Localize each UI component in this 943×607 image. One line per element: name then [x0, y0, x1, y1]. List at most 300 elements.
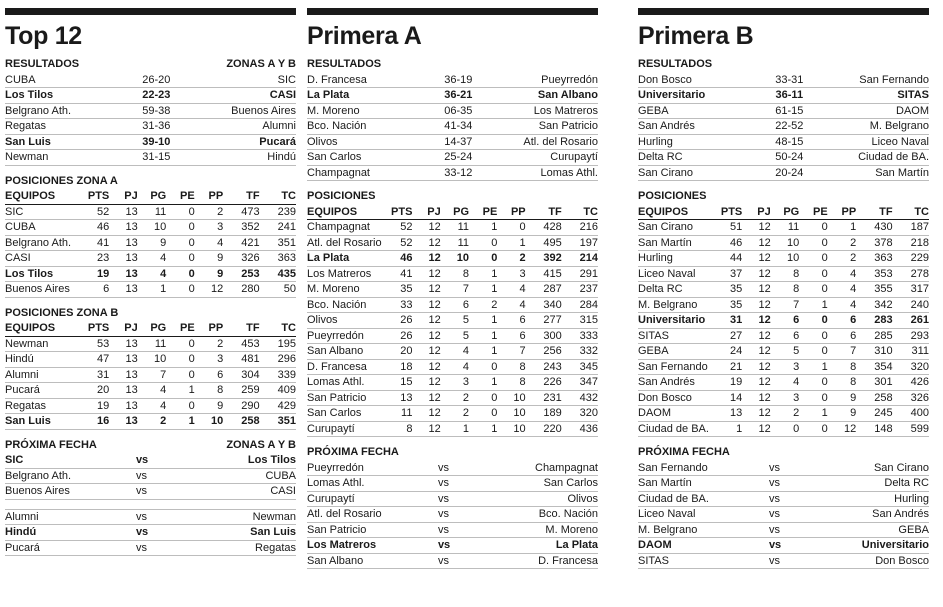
stat-pp: 10	[497, 406, 525, 422]
stat-pg: 3	[441, 375, 469, 391]
stat-pe: 0	[799, 328, 827, 344]
standings-table	[638, 204, 929, 437]
stat-tf: 253	[223, 266, 259, 282]
score: 25-24	[423, 150, 493, 166]
standings-row	[638, 359, 929, 375]
stat-pj: 12	[742, 251, 770, 267]
stat-pj: 12	[742, 328, 770, 344]
stat-pe: 2	[469, 297, 497, 313]
standings-row	[638, 328, 929, 344]
result-row	[638, 72, 929, 88]
stat-pe: 1	[166, 414, 194, 430]
stat-pj: 12	[412, 328, 440, 344]
stat-tf: 277	[526, 313, 562, 329]
column-header-pg: PG	[771, 204, 799, 220]
stat-pe: 0	[166, 367, 194, 383]
away-team: San Carlos	[473, 476, 598, 492]
standings-header	[5, 175, 296, 189]
stat-pg: 4	[138, 251, 166, 267]
stat-pg: 8	[441, 266, 469, 282]
team-name: Pucará	[5, 383, 81, 399]
score: 14-37	[423, 134, 493, 150]
stat-pe: 0	[166, 336, 194, 352]
away-team: La Plata	[473, 538, 598, 554]
stat-pg: 11	[138, 204, 166, 220]
standings-row	[638, 375, 929, 391]
stat-pts: 20	[384, 344, 412, 360]
stat-pp: 10	[195, 414, 223, 430]
fixture-row	[307, 491, 598, 507]
score: 22-23	[121, 88, 191, 104]
stat-tc: 241	[260, 220, 296, 236]
score: 06-35	[423, 103, 493, 119]
standings-row	[638, 297, 929, 313]
stat-tc: 363	[260, 251, 296, 267]
versus-label: vs	[136, 509, 171, 525]
fixture-row	[638, 507, 929, 523]
away-team: Pucará	[191, 134, 296, 150]
away-team: CUBA	[171, 468, 296, 484]
stat-tf: 148	[856, 421, 892, 437]
stat-tc: 333	[562, 328, 598, 344]
result-row	[5, 150, 296, 166]
stat-tf: 354	[856, 359, 892, 375]
result-row	[638, 88, 929, 104]
fixture-row	[307, 553, 598, 569]
stat-pg: 8	[771, 266, 799, 282]
stat-pj: 12	[412, 313, 440, 329]
home-team: Atl. del Rosario	[307, 507, 438, 523]
away-team: San Patricio	[493, 119, 598, 135]
team-name: Los Matreros	[307, 266, 384, 282]
stat-tf: 352	[223, 220, 259, 236]
team-name: Atl. del Rosario	[307, 235, 384, 251]
stat-pg: 2	[441, 390, 469, 406]
home-team: Liceo Naval	[638, 507, 769, 523]
stat-tc: 50	[260, 282, 296, 298]
stat-pts: 46	[384, 251, 412, 267]
stat-pp: 6	[828, 328, 856, 344]
score: 33-31	[754, 72, 824, 88]
column-header-tc: TC	[893, 204, 929, 220]
results-zones-label: ZONAS A Y B	[226, 58, 296, 70]
score: 33-12	[423, 165, 493, 181]
stat-pts: 47	[81, 352, 109, 368]
home-team: Regatas	[5, 119, 121, 135]
score: 26-20	[121, 72, 191, 88]
stat-tf: 428	[526, 220, 562, 236]
home-team: San Patricio	[307, 522, 438, 538]
stat-pp: 1	[828, 220, 856, 236]
stat-pp: 2	[828, 235, 856, 251]
score: 31-15	[121, 150, 191, 166]
stat-pg: 11	[138, 336, 166, 352]
result-row	[5, 88, 296, 104]
stat-pj: 12	[412, 421, 440, 437]
stat-tf: 304	[223, 367, 259, 383]
away-team: D. Francesa	[473, 553, 598, 569]
stat-tf: 340	[526, 297, 562, 313]
score: 36-21	[423, 88, 493, 104]
column-header-pe: PE	[469, 204, 497, 220]
stat-pts: 35	[714, 297, 742, 313]
fixture-header	[307, 446, 598, 460]
column-header-equipos: EQUIPOS	[5, 321, 81, 337]
stat-pj: 13	[109, 235, 137, 251]
results-table	[5, 72, 296, 166]
stat-pe: 1	[469, 313, 497, 329]
stat-tc: 197	[562, 235, 598, 251]
column-header-pe: PE	[166, 321, 194, 337]
home-team: M. Moreno	[307, 103, 423, 119]
stat-pp: 2	[195, 336, 223, 352]
stat-pj: 12	[742, 235, 770, 251]
standings-row	[638, 344, 929, 360]
versus-label: vs	[136, 525, 171, 541]
standings-row	[5, 414, 296, 430]
stat-pg: 10	[771, 251, 799, 267]
versus-label: vs	[136, 484, 171, 500]
team-name: GEBA	[638, 344, 714, 360]
home-team: San Fernando	[638, 460, 769, 476]
home-team: Alumni	[5, 509, 136, 525]
results-header-label: RESULTADOS	[5, 58, 80, 70]
standings-row	[5, 352, 296, 368]
stat-pts: 16	[81, 414, 109, 430]
stat-tf: 355	[856, 282, 892, 298]
team-name: Belgrano Ath.	[5, 235, 81, 251]
stat-tf: 189	[526, 406, 562, 422]
team-name: Hindú	[5, 352, 81, 368]
stat-pj: 12	[742, 313, 770, 329]
team-name: CASI	[5, 251, 81, 267]
team-name: Universitario	[638, 313, 714, 329]
stat-tc: 436	[562, 421, 598, 437]
stat-pts: 15	[384, 375, 412, 391]
stat-pg: 4	[138, 398, 166, 414]
team-name: Olivos	[307, 313, 384, 329]
stat-pts: 26	[384, 313, 412, 329]
stat-tc: 326	[893, 390, 929, 406]
stat-tc: 426	[893, 375, 929, 391]
home-team: D. Francesa	[307, 72, 423, 88]
fixture-row	[307, 460, 598, 476]
home-team: Curupaytí	[307, 491, 438, 507]
stat-pp: 8	[828, 375, 856, 391]
results-header	[638, 58, 929, 72]
stat-tc: 216	[562, 220, 598, 236]
stat-tf: 290	[223, 398, 259, 414]
stat-pe: 1	[799, 359, 827, 375]
team-name: DAOM	[638, 406, 714, 422]
stat-pe: 0	[166, 282, 194, 298]
standings-row	[307, 220, 598, 236]
stat-tf: 220	[526, 421, 562, 437]
home-team: Belgrano Ath.	[5, 468, 136, 484]
versus-label: vs	[769, 491, 804, 507]
fixture-header	[5, 439, 296, 453]
score: 22-52	[754, 119, 824, 135]
score: 41-34	[423, 119, 493, 135]
versus-label: vs	[769, 522, 804, 538]
stat-pj: 12	[412, 375, 440, 391]
home-team: Olivos	[307, 134, 423, 150]
stat-pj: 13	[109, 367, 137, 383]
away-team: Newman	[171, 509, 296, 525]
team-name: Lomas Athl.	[307, 375, 384, 391]
home-team: Newman	[5, 150, 121, 166]
stat-tf: 231	[526, 390, 562, 406]
standings-column-headers	[5, 321, 296, 337]
stat-pp: 8	[497, 359, 525, 375]
column-header-pp: PP	[195, 189, 223, 205]
result-row	[638, 134, 929, 150]
stat-pts: 13	[384, 390, 412, 406]
result-row	[307, 72, 598, 88]
stat-pts: 19	[714, 375, 742, 391]
stat-pts: 11	[384, 406, 412, 422]
standings-row	[307, 282, 598, 298]
away-team: DAOM	[824, 103, 929, 119]
team-name: SIC	[5, 204, 81, 220]
fixture-row	[5, 468, 296, 484]
standings-header-label: POSICIONES	[638, 190, 707, 202]
stat-tc: 351	[260, 414, 296, 430]
team-name: Don Bosco	[638, 390, 714, 406]
stat-tc: 296	[260, 352, 296, 368]
stat-tf: 473	[223, 204, 259, 220]
home-team: M. Belgrano	[638, 522, 769, 538]
versus-label: vs	[136, 540, 171, 556]
stat-pg: 2	[441, 406, 469, 422]
stat-pj: 12	[742, 359, 770, 375]
away-team: SIC	[191, 72, 296, 88]
stat-pts: 14	[714, 390, 742, 406]
standings-column-headers	[307, 204, 598, 220]
column-header-tf: TF	[856, 204, 892, 220]
standings-row	[307, 406, 598, 422]
standings-row	[307, 266, 598, 282]
column-header-tc: TC	[260, 321, 296, 337]
stat-pp: 6	[828, 313, 856, 329]
away-team: San Martín	[824, 165, 929, 181]
results-header-label: RESULTADOS	[638, 58, 713, 70]
away-team: San Albano	[493, 88, 598, 104]
stat-pts: 6	[81, 282, 109, 298]
stat-tc: 432	[562, 390, 598, 406]
away-team: San Fernando	[824, 72, 929, 88]
home-team: San Luis	[5, 134, 121, 150]
stat-pts: 20	[81, 383, 109, 399]
stat-pg: 11	[441, 235, 469, 251]
stat-pp: 4	[828, 266, 856, 282]
stat-tf: 245	[856, 406, 892, 422]
away-team: Bco. Nación	[473, 507, 598, 523]
stat-tc: 315	[562, 313, 598, 329]
column-header-equipos: EQUIPOS	[638, 204, 714, 220]
standings-row	[5, 367, 296, 383]
away-team: Buenos Aires	[191, 103, 296, 119]
result-row	[307, 134, 598, 150]
stat-tf: 285	[856, 328, 892, 344]
stat-tf: 259	[223, 383, 259, 399]
stat-pe: 0	[469, 359, 497, 375]
home-team: San Andrés	[638, 119, 754, 135]
stat-pj: 13	[109, 220, 137, 236]
stat-pp: 9	[828, 406, 856, 422]
result-row	[307, 103, 598, 119]
standings-header	[307, 190, 598, 204]
column-header-pts: PTS	[384, 204, 412, 220]
column-header-tf: TF	[223, 189, 259, 205]
team-name: SITAS	[638, 328, 714, 344]
result-row	[638, 150, 929, 166]
score: 36-19	[423, 72, 493, 88]
versus-label: vs	[136, 453, 171, 469]
top-rule	[307, 8, 598, 15]
versus-label: vs	[769, 460, 804, 476]
stat-pg: 10	[138, 220, 166, 236]
column-header-pg: PG	[138, 189, 166, 205]
versus-label: vs	[438, 538, 473, 554]
stat-pp: 10	[497, 390, 525, 406]
standings-row	[638, 235, 929, 251]
standings-row	[5, 398, 296, 414]
away-team: Ciudad de BA.	[824, 150, 929, 166]
column-primera-a	[307, 8, 598, 569]
column-header-pts: PTS	[81, 189, 109, 205]
results-table	[307, 72, 598, 181]
spacer-cell	[5, 499, 296, 509]
stat-pg: 5	[441, 328, 469, 344]
away-team: San Andrés	[804, 507, 929, 523]
stat-tc: 409	[260, 383, 296, 399]
home-team: CUBA	[5, 72, 121, 88]
score: 36-11	[754, 88, 824, 104]
stat-pj: 12	[412, 266, 440, 282]
stat-pts: 41	[384, 266, 412, 282]
column-header-tc: TC	[562, 204, 598, 220]
stat-pg: 2	[138, 414, 166, 430]
versus-label: vs	[438, 507, 473, 523]
result-row	[638, 165, 929, 181]
stat-pts: 27	[714, 328, 742, 344]
away-team: Los Matreros	[493, 103, 598, 119]
stat-tc: 218	[893, 235, 929, 251]
score: 59-38	[121, 103, 191, 119]
versus-label: vs	[438, 491, 473, 507]
stat-pg: 4	[771, 375, 799, 391]
result-row	[307, 150, 598, 166]
stat-pe: 1	[469, 282, 497, 298]
team-name: Los Tilos	[5, 266, 81, 282]
standings-row	[638, 251, 929, 267]
home-team: Belgrano Ath.	[5, 103, 121, 119]
stat-tc: 320	[893, 359, 929, 375]
stat-tf: 326	[223, 251, 259, 267]
top-rule	[5, 8, 296, 15]
stat-pp: 9	[195, 266, 223, 282]
stat-pp: 8	[828, 359, 856, 375]
stat-tc: 291	[562, 266, 598, 282]
score: 20-24	[754, 165, 824, 181]
score: 39-10	[121, 134, 191, 150]
away-team: M. Moreno	[473, 522, 598, 538]
home-team: DAOM	[638, 538, 769, 554]
stat-pj: 12	[412, 251, 440, 267]
stat-tf: 392	[526, 251, 562, 267]
team-name: La Plata	[307, 251, 384, 267]
stat-pp: 12	[828, 421, 856, 437]
fixture-row	[5, 525, 296, 541]
standings-header	[5, 307, 296, 321]
home-team: San Cirano	[638, 165, 754, 181]
column-header-pg: PG	[138, 321, 166, 337]
standings-row	[638, 390, 929, 406]
stat-pe: 0	[799, 266, 827, 282]
stat-pe: 0	[799, 344, 827, 360]
stat-pts: 19	[81, 266, 109, 282]
stat-tc: 261	[893, 313, 929, 329]
stat-tf: 258	[223, 414, 259, 430]
stat-pts: 41	[81, 235, 109, 251]
fixture-table	[638, 460, 929, 569]
stat-pe: 1	[799, 297, 827, 313]
away-team: Liceo Naval	[824, 134, 929, 150]
stat-tc: 311	[893, 344, 929, 360]
stat-tf: 415	[526, 266, 562, 282]
versus-label: vs	[438, 460, 473, 476]
stat-pts: 18	[384, 359, 412, 375]
away-team: Olivos	[473, 491, 598, 507]
away-team: GEBA	[804, 522, 929, 538]
stat-tc: 351	[260, 235, 296, 251]
standings-row	[5, 204, 296, 220]
stat-pts: 35	[384, 282, 412, 298]
stat-pp: 4	[828, 282, 856, 298]
stat-tf: 481	[223, 352, 259, 368]
stat-pg: 3	[771, 359, 799, 375]
fixture-row	[638, 491, 929, 507]
fixture-header-label: PRÓXIMA FECHA	[307, 446, 399, 458]
standings-row	[307, 313, 598, 329]
stat-pj: 12	[412, 390, 440, 406]
stat-pg: 9	[138, 235, 166, 251]
standings-row	[5, 336, 296, 352]
team-name: Bco. Nación	[307, 297, 384, 313]
home-team: Hindú	[5, 525, 136, 541]
home-team: Los Matreros	[307, 538, 438, 554]
stat-pe: 0	[469, 406, 497, 422]
standings-column-headers	[638, 204, 929, 220]
stat-tf: 421	[223, 235, 259, 251]
stat-pts: 37	[714, 266, 742, 282]
team-name: San Andrés	[638, 375, 714, 391]
column-header-pts: PTS	[714, 204, 742, 220]
team-name: San Patricio	[307, 390, 384, 406]
away-team: Curupaytí	[493, 150, 598, 166]
stat-tc: 400	[893, 406, 929, 422]
standings-header-label: POSICIONES	[307, 190, 376, 202]
stat-pj: 13	[109, 383, 137, 399]
fixture-header-label: PRÓXIMA FECHA	[638, 446, 730, 458]
home-team: Hurling	[638, 134, 754, 150]
stat-pe: 1	[469, 421, 497, 437]
fixture-row	[5, 453, 296, 469]
stat-pp: 2	[497, 251, 525, 267]
stat-pg: 4	[138, 383, 166, 399]
stat-pj: 13	[109, 251, 137, 267]
